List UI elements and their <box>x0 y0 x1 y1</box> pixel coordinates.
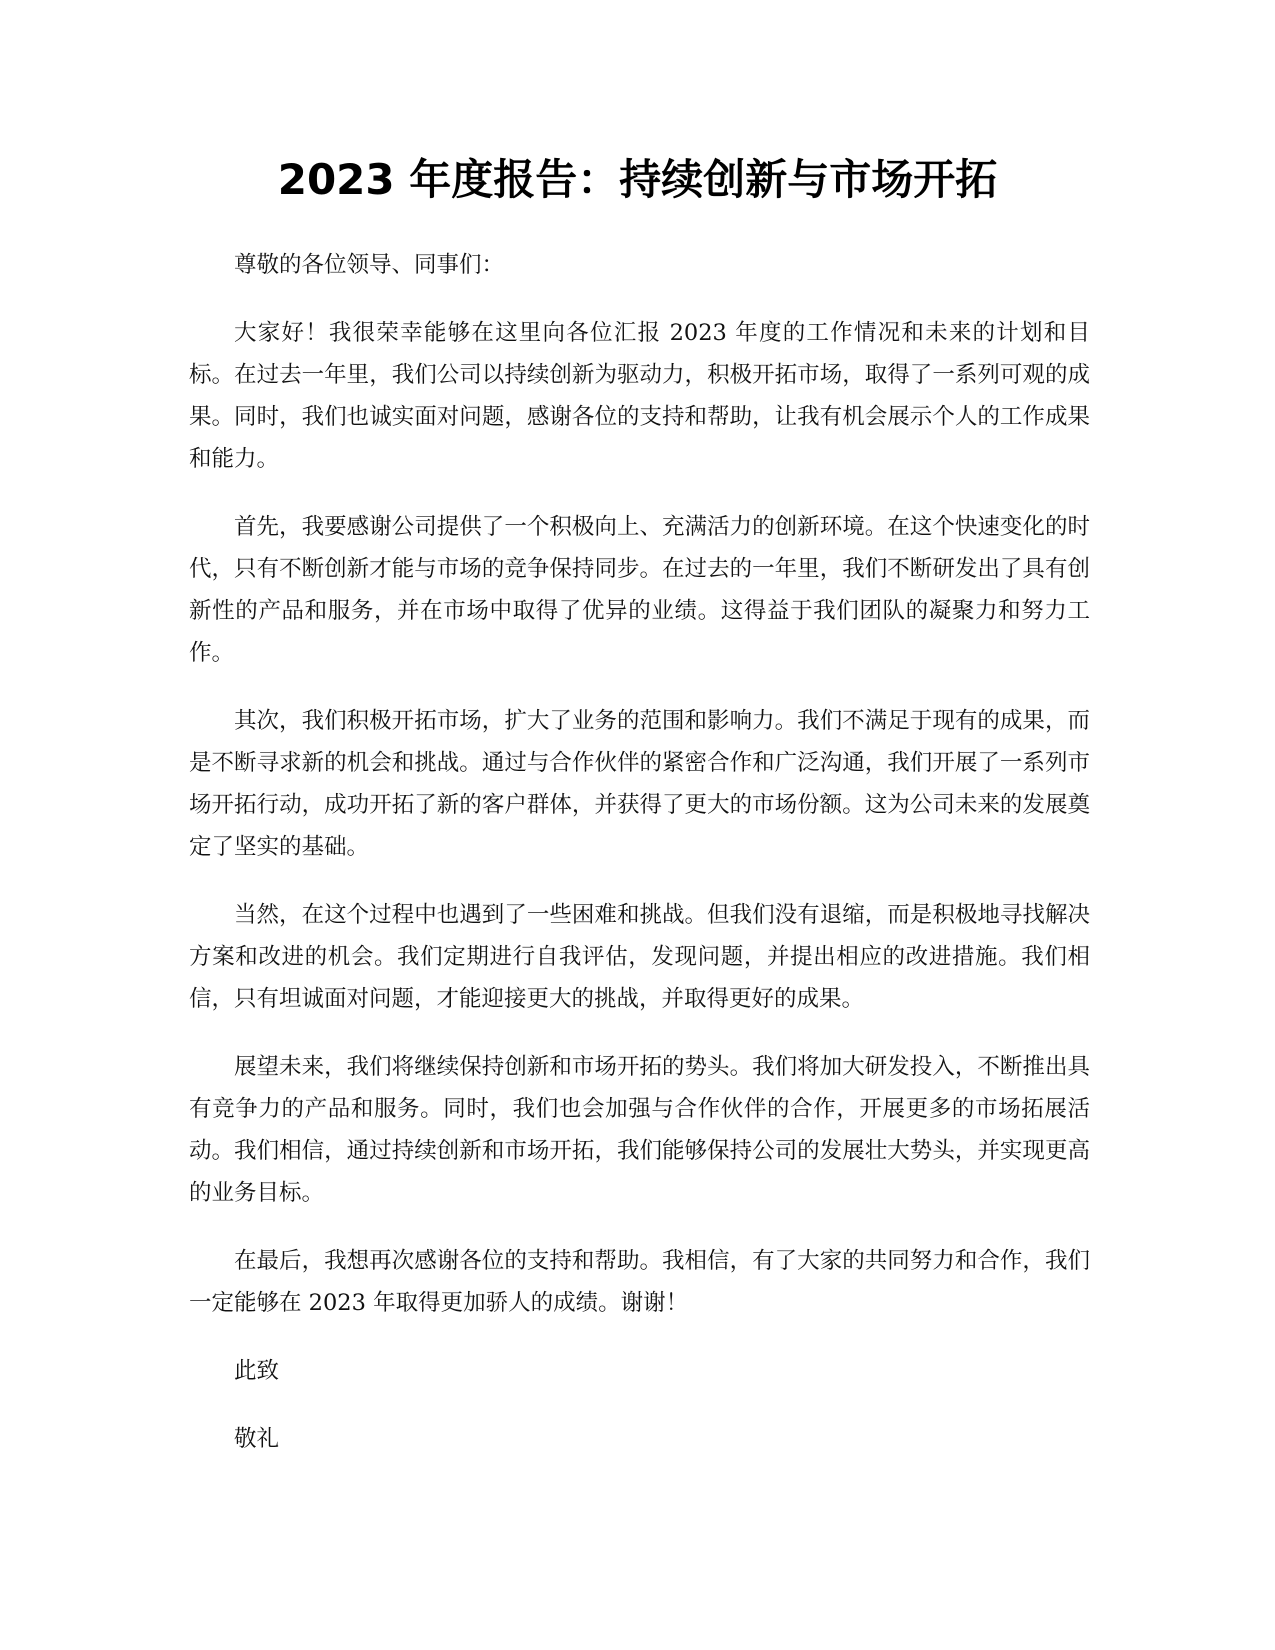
salutation: 尊敬的各位领导、同事们： <box>234 252 505 278</box>
document-title: 2023 年度报告：持续创新与市场开拓 <box>277 155 998 204</box>
paragraph-outlook: 展望未来，我们将继续保持创新和市场开拓的势头。我们将加大研发投入，不断推出具有竞争力的产品和服务。同时，我们也会加强与合作伙伴的合作，开展更多的市场拓展活动。我们相信，通过持续创新和市场开拓，我们能够保持公司的发展壮大势头，并实现更高的业务目标。 <box>189 1054 1090 1206</box>
closing-jing-li: 敬礼 <box>234 1426 280 1452</box>
document-body <box>189 244 1090 1486</box>
paragraph-innovation: 首先，我要感谢公司提供了一个积极向上、充满活力的创新环境。在这个快速变化的时代，只有不断创新才能与市场的竞争保持同步。在过去的一年里，我们不断研发出了具有创新性的产品和服务，并在市场中取得了优异的业绩。这得益于我们团队的凝聚力和努力工作。 <box>189 514 1090 666</box>
paragraph-thanks: 在最后，我想再次感谢各位的支持和帮助。我相信，有了大家的共同努力和合作，我们一定能够在 2023 年取得更加骄人的成绩。谢谢！ <box>189 1248 1090 1316</box>
paragraph-market: 其次，我们积极开拓市场，扩大了业务的范围和影响力。我们不满足于现有的成果，而是不断寻求新的机会和挑战。通过与合作伙伴的紧密合作和广泛沟通，我们开展了一系列市场开拓行动，成功开拓了新的客户群体，并获得了更大的市场份额。这为公司未来的发展奠定了坚实的基础。 <box>189 708 1090 860</box>
paragraph-greeting: 大家好！我很荣幸能够在这里向各位汇报 2023 年度的工作情况和未来的计划和目标。在过去一年里，我们公司以持续创新为驱动力，积极开拓市场，取得了一系列可观的成果。同时，我们也诚实面对问题，感谢各位的支持和帮助，让我有机会展示个人的工作成果和能力。 <box>189 320 1090 472</box>
paragraph-challenges: 当然，在这个过程中也遇到了一些困难和挑战。但我们没有退缩，而是积极地寻找解决方案和改进的机会。我们定期进行自我评估，发现问题，并提出相应的改进措施。我们相信，只有坦诚面对问题，才能迎接更大的挑战，并取得更好的成果。 <box>189 902 1090 1012</box>
closing-ci-zhi: 此致 <box>234 1358 280 1384</box>
